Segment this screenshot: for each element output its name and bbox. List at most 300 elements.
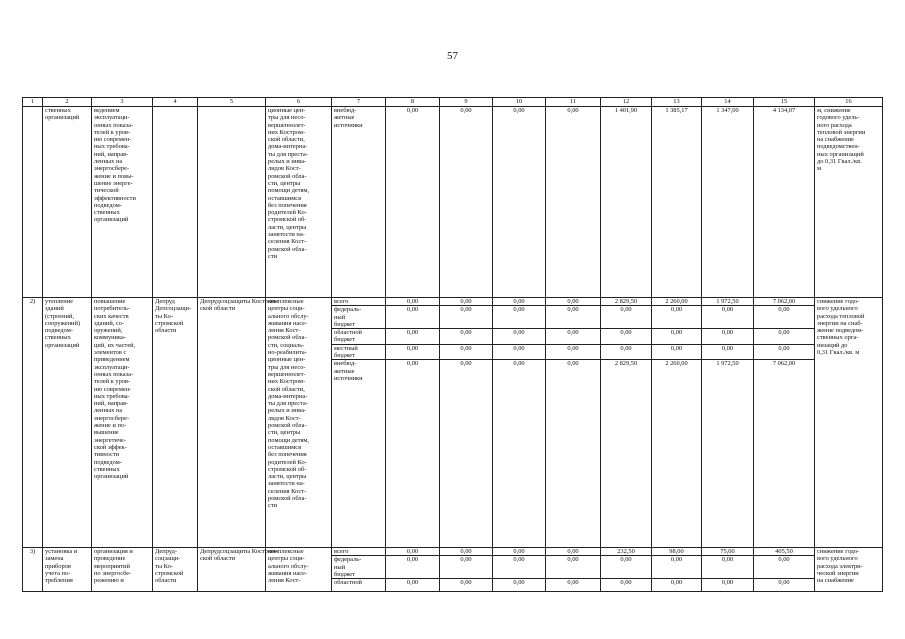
column-number: 6 [266,98,332,107]
text-line: расхода тепловой [817,312,865,320]
text-line: установка и [45,548,78,555]
text-line: них Костром- [268,378,306,386]
value-column-12 [601,548,652,592]
text-line: подведом- [94,458,122,466]
text-line: расхода электри- [817,562,863,570]
funding-source-entry [332,328,385,344]
item-number [23,107,43,298]
value-text: 0,00 [778,306,790,314]
value-cell [493,305,545,328]
activity-name [43,298,92,548]
text-line: вого удельного [817,305,858,313]
value-cell [493,555,545,578]
value-text: 2 260,00 [665,298,688,305]
value-text: 0,00 [620,306,632,314]
text-line: на снабжение [817,136,854,144]
value-cell [754,344,814,360]
value-cell [386,359,439,382]
text-line: жение и повы- [94,172,134,180]
value-text: 0,00 [567,306,579,314]
value-cell [652,344,701,360]
value-column-11 [546,298,601,548]
value-cell [652,578,701,586]
value-cell: 1 401,90 [601,107,652,298]
value-cell [754,305,814,328]
responsible [153,298,198,548]
text-line: онных показа- [94,121,134,129]
value-text: 0,00 [460,306,472,314]
text-line: телей к уров- [94,378,131,386]
funding-source-line: источники [334,374,363,382]
text-line: сооружений) [45,319,81,327]
text-line: ты для преста- [268,400,308,408]
text-line: организаций [94,216,129,224]
column-number-row [23,98,883,107]
text-line: тической [94,187,119,195]
text-line: ных требова- [94,143,130,151]
funding-source-line: областной [334,329,362,337]
table-row-2 [23,298,883,548]
text-line: ты Ко- [155,562,173,570]
activity-content [92,298,153,548]
funding-source-line: федераль- [334,556,362,564]
funding-source-line: всего [334,548,349,555]
column-number: 15 [754,98,815,107]
text-line: оружений, [94,327,123,335]
value-cell [440,328,492,344]
text-line: но-реабилита- [268,349,307,357]
text-line: по энергосбе- [94,569,132,577]
text-line: тры для несо- [268,114,306,122]
column-number: 13 [652,98,702,107]
funding-source-entry [332,305,385,328]
value-cell [654,548,699,555]
value-cell [601,305,651,328]
text-line: до 0,31 Гкал./кв. [817,158,862,166]
recipients [266,298,332,548]
funding-sources [332,548,386,592]
text-line: стромской об- [268,465,307,473]
value-cell [702,328,753,344]
value-text: 405,50 [775,548,793,555]
text-line: лидов Кост- [268,414,301,422]
value-cell: 0,00 [546,107,601,298]
value-cell [756,548,812,555]
text-line: них Костром- [268,128,306,136]
column-number: 9 [440,98,493,107]
column-number: 7 [332,98,386,107]
text-line: соцзащи- [155,555,181,563]
value-text: 0,00 [460,548,472,555]
text-line: занятости на- [268,231,305,239]
text-line: Депруд- [155,548,177,555]
responsible [153,548,198,592]
activity-name [43,107,92,298]
text-line: дома-интерна- [268,143,308,151]
value-text: 98,00 [669,548,684,555]
value-cell [386,305,439,328]
activity-name [43,548,92,592]
executor [198,107,266,298]
text-line: требления [45,577,73,585]
funding-source-entry [332,555,385,578]
text-line: энергии на снаб- [817,319,863,327]
text-line: эксплуатаци- [94,114,130,122]
text-line: снижение годо- [817,298,860,305]
text-line: ственных [94,209,120,217]
text-line: ственных [45,107,71,114]
recipients [266,548,332,592]
value-column-14 [702,548,754,592]
text-line: селения Кост- [268,238,307,246]
value-cell [442,548,490,555]
text-line: эксплуатаци- [94,363,130,371]
text-line: ственных орга- [817,334,859,342]
value-column-15 [754,298,815,548]
value-cell [493,328,545,344]
text-line: сти, центры [268,179,301,187]
text-line: релых и инва- [268,407,307,415]
text-line: центры соци- [268,555,305,563]
value-text: 2 829,50 [614,360,638,368]
value-cell [440,359,492,382]
value-text: 2 829,50 [614,298,638,305]
value-text: 0,00 [460,344,472,352]
text-line: энергосбере- [94,414,130,422]
value-column-8 [386,548,440,592]
value-text: 0,00 [460,298,472,305]
value-cell [546,578,600,586]
text-line: ню современ- [94,385,132,393]
funding-source-line: жетные [334,367,355,375]
funding-sources [332,298,386,548]
text-line: подведом- [94,201,122,209]
value-cell [493,344,545,360]
text-line: ромской обла- [268,245,307,253]
text-line: ласти, центры [268,223,307,231]
text-line: зданий [45,305,64,313]
text-line: жетные [334,114,355,122]
value-cell [652,359,701,382]
text-line: режению и [94,577,124,585]
value-cell [654,298,699,305]
value-text: 0,00 [406,344,419,352]
expected-result [815,548,883,592]
text-line: организаций [94,473,129,481]
text-line: ромской обла- [268,172,307,180]
text-line: ний, направ- [94,150,129,158]
value-cell [601,555,651,578]
column-number: 1 [23,98,43,107]
value-cell [386,328,439,344]
activity-content [92,548,153,592]
text-line: Депрудсоцзащиты Костром- [200,298,278,305]
text-line: ской области [200,555,236,563]
value-text: 0,00 [513,329,525,337]
text-line: ственных [45,334,71,342]
value-text: 7 062,00 [772,360,796,368]
text-line: живания насе- [268,569,308,577]
value-text: 0,00 [620,556,632,564]
text-line: годового удель- [817,114,860,122]
text-line: ческой энергии [817,569,859,577]
expected-result [815,298,883,548]
value-text: 0,00 [460,329,472,337]
text-line: м, снижение [817,107,851,114]
value-cell [495,548,543,555]
funding-source-line: федераль- [334,306,362,314]
value-text: 0,00 [778,344,790,352]
executor [198,548,278,592]
text-line: организаций [45,114,80,122]
value-text: 0,00 [513,548,525,555]
value-cell [442,298,490,305]
text-line: ской области, [268,136,305,144]
text-line: подведомствен- [817,143,860,151]
value-cell [603,298,649,305]
text-line: ских качеств [94,312,129,320]
value-cell [754,359,814,382]
value-cell [704,298,751,305]
value-text: 1 972,50 [716,360,739,368]
responsible [153,107,198,298]
value-cell: 0,00 [386,107,440,298]
text-line: тры для несо- [268,363,306,371]
value-column-11 [546,548,601,592]
value-cell [546,555,600,578]
text-line: ального обслу- [268,562,309,570]
value-text: 75,00 [720,548,735,555]
value-cell: 0,00 [440,107,493,298]
value-column-14 [702,298,754,548]
text-line: ственных [94,465,120,473]
funding-source-line: внебюд- [334,360,357,368]
text-line: вышение [94,429,119,437]
text-line: учета по- [45,569,71,577]
value-text: 0,00 [513,306,525,314]
value-text: 0,00 [513,579,525,587]
value-text: 0,00 [460,556,472,564]
text-line: живания насе- [268,319,308,327]
funding-source-entry [334,548,383,555]
value-text: 0,00 [513,298,525,305]
column-number: 3 [92,98,153,107]
value-cell [702,359,753,382]
value-text: 0,00 [567,548,579,555]
value-text: 0,00 [567,556,579,564]
value-cell [493,578,545,586]
value-cell [754,578,814,586]
value-text: 0,00 [620,329,632,337]
funding-source-line: бюджет [334,320,355,328]
value-cell [546,359,600,382]
text-line: ленных на [94,158,123,166]
value-cell [495,298,543,305]
value-cell [388,548,437,555]
value-text: 0,00 [778,329,790,337]
funding-source [332,107,386,298]
value-cell [754,328,814,344]
value-text: 0,00 [620,579,632,587]
text-line: помощи детям, [268,436,310,444]
column-number: 12 [601,98,652,107]
value-column-15 [754,548,815,592]
value-cell [601,359,651,382]
value-text: 7 062,00 [772,298,796,305]
text-line: ционные цен- [268,356,306,364]
value-text: 0,00 [460,360,472,368]
funding-source-line: бюджет [334,352,355,360]
column-number: 2 [43,98,92,107]
column-number: 5 [198,98,266,107]
text-line: снижение годо- [817,548,860,555]
text-line: ций, их частей, [94,341,136,349]
value-text: 0,00 [567,360,579,368]
funding-source-entry [334,298,383,305]
value-text: 0,00 [460,579,472,587]
item-number: 3) [23,548,43,592]
value-text: 0,00 [513,556,525,564]
column-number: 8 [386,98,440,107]
value-cell [386,555,439,578]
responsible-line: Депруд [155,298,175,305]
value-text: 0,00 [406,329,419,337]
text-line: приведением [94,356,130,364]
value-text: 0,00 [567,579,579,587]
text-line: ления Кост- [268,327,301,335]
text-line: ню современ- [94,136,132,144]
text-line: жение и по- [94,422,127,430]
value-cell [704,548,751,555]
value-cell [601,328,651,344]
value-cell [388,298,437,305]
text-line: оставшимся [268,443,302,451]
text-line: ромской обла- [268,422,307,430]
text-line: селения Кост- [268,487,307,495]
value-cell [493,359,545,382]
program-table [22,97,883,592]
value-text: 232,50 [617,548,635,555]
value-text: 0,00 [778,579,790,587]
text-line: тепловой энергии [817,128,866,136]
column-number: 4 [153,98,198,107]
text-line: организаций [45,341,80,349]
value-text: 0,00 [721,329,734,337]
text-line: сти, социаль- [268,341,305,349]
text-line: занятости на- [268,480,305,488]
value-column-10 [493,298,546,548]
text-line: низаций до [817,341,848,349]
text-line: ведением [94,107,120,114]
text-line: эффективности [94,194,136,202]
text-line: вого удельного [817,555,858,563]
value-text: 0,00 [513,344,525,352]
value-cell [603,548,649,555]
text-line: ных организаций [817,150,864,158]
value-text: 0,00 [513,360,525,368]
text-line: шение энерге- [94,179,133,187]
text-line: стромской [155,319,184,327]
recipients [266,107,332,298]
funding-source-line: бюджет [334,336,355,344]
text-line: элементов с [94,349,127,357]
value-cell [702,555,753,578]
text-line: дома-интерна- [268,392,308,400]
text-line: энергосбере- [94,165,130,173]
value-text: 0,00 [721,579,734,587]
value-text: 2 260,00 [665,360,688,368]
value-cell [702,578,753,586]
table-row-continuation [23,107,883,298]
text-line: потребитель- [94,305,130,313]
text-line: ных требова- [94,392,130,400]
text-line: ний, направ- [94,400,129,408]
text-line: организация и [94,548,133,555]
value-cell: 4 134,07 [754,107,815,298]
funding-source-line: местный [334,344,358,352]
value-cell [652,555,701,578]
text-line: сти [268,502,278,510]
text-line: вершеннолет- [268,121,306,129]
value-column-13 [652,548,702,592]
text-line: родителей Ко- [268,458,307,466]
text-line: ленных на [94,407,123,415]
value-column-12 [601,298,652,548]
text-line: проведение [94,555,126,563]
text-line: приборов [45,562,71,570]
text-line: центры соци- [268,305,305,313]
value-cell [440,555,492,578]
funding-source-line: бюджет [334,570,355,578]
value-text: 0,00 [406,579,419,587]
funding-source-line: ный [334,563,346,571]
text-line: ромской обла- [268,334,307,342]
text-line: области [155,327,177,335]
text-line: комплексные [268,548,304,555]
value-text: 0,00 [567,329,579,337]
value-text: 0,00 [406,556,419,564]
text-line: ты Ко- [155,312,173,320]
text-line: ного расхода [817,121,852,129]
value-text: 0,00 [670,556,683,564]
text-line: жение подведом- [817,327,864,335]
text-line: мероприятий [94,562,130,570]
text-line: оставшимся [268,194,302,202]
value-column-10 [493,548,546,592]
text-line: подведом- [45,327,73,335]
text-line: ласти, центры [268,473,307,481]
executor [198,298,278,548]
text-line: ской области, [268,385,305,393]
value-text: 0,00 [406,306,419,314]
value-text: 0,00 [406,298,419,305]
value-text: 0,00 [721,306,734,314]
funding-source-line: областной [334,579,362,587]
text-line: помощи детям, [268,187,310,195]
column-number: 10 [493,98,546,107]
value-cell [601,578,651,586]
value-text: 0,00 [567,298,579,305]
text-line: на снабжение [817,577,854,585]
text-line: онных показа- [94,370,134,378]
value-cell [386,578,439,586]
text-line: стромской [155,569,184,577]
value-cell [546,328,600,344]
value-cell [601,344,651,360]
text-line: источники [334,121,363,129]
text-line: лидов Кост- [268,165,301,173]
value-text: 0,00 [620,344,632,352]
